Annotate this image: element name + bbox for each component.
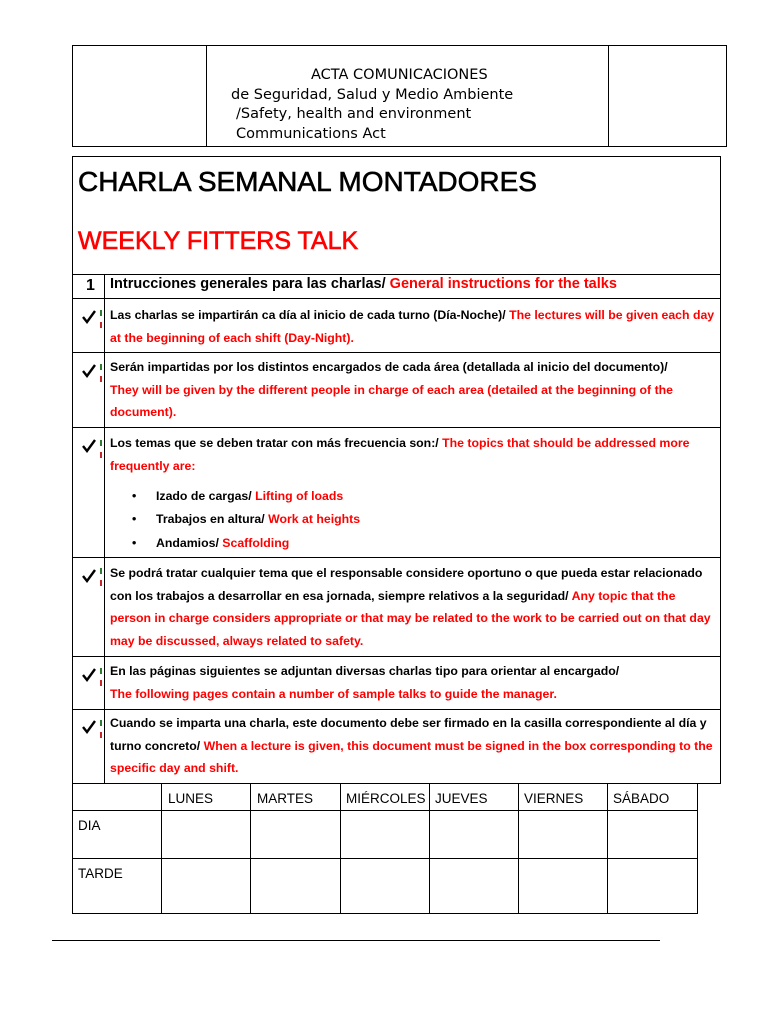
list-item-es: Trabajos en altura/ [156, 512, 265, 527]
header-logo-cell [72, 45, 207, 147]
signature-box[interactable] [519, 859, 607, 913]
section-title-en: General instructions for the talks [389, 276, 617, 292]
list-item [132, 532, 360, 555]
signature-box[interactable] [341, 811, 429, 858]
header-text [225, 66, 605, 144]
signature-box[interactable] [430, 811, 518, 858]
section-title-es: Intrucciones generales para las charlas/ [110, 276, 386, 292]
table-row-line [72, 913, 698, 914]
signature-box[interactable] [608, 811, 697, 858]
topic-list [132, 485, 360, 555]
checkmark-icon [80, 567, 98, 585]
signature-box[interactable] [608, 859, 697, 913]
list-item-es: Andamios/ [156, 535, 219, 550]
day-header-monday: LUNES [168, 791, 214, 806]
header-line-2: de Seguridad, Salud y Medio Ambiente [231, 86, 514, 103]
checkmark-icon [80, 362, 98, 380]
day-header-friday: VIERNES [524, 791, 584, 806]
item-text-en: They will be given by the different people in charge of each area (detailed at the beginning of the document). [110, 382, 674, 420]
list-item-en: Scaffolding [222, 535, 290, 550]
header-right-cell [608, 45, 727, 147]
item-text-es: Serán impartidas por los distintos encargados de cada área (detallada al inicio del documento)/ [110, 360, 668, 374]
bullet: • [132, 535, 137, 550]
table-col-line [697, 784, 698, 914]
list-item-en: Lifting of loads [255, 489, 344, 503]
table-col-line [72, 784, 73, 914]
section-title [110, 276, 617, 292]
divider [72, 352, 721, 353]
instruction-item-5 [110, 660, 715, 705]
item-text-en: When a lecture is given, this document must be signed in the box corresponding to the specific day and shift. [110, 738, 713, 776]
bullet: • [132, 512, 137, 527]
divider [72, 656, 721, 657]
schedule-table [72, 784, 698, 915]
day-header-thursday: JUEVES [435, 791, 488, 806]
margin-marks [100, 300, 103, 780]
signature-box[interactable] [251, 811, 340, 858]
column-divider [104, 274, 105, 784]
list-item-es: Izado de cargas/ [156, 489, 252, 503]
header-line-3: /Safety, health and environment [236, 106, 472, 122]
divider [72, 557, 721, 558]
list-item-en: Work at heights [268, 512, 361, 527]
signature-box[interactable] [519, 811, 607, 858]
item-text-es: En las páginas siguientes se adjuntan diversas charlas tipo para orientar al encargado/ [110, 664, 620, 678]
day-header-tuesday: MARTES [257, 791, 314, 806]
footer-rule [52, 940, 660, 941]
page-title: CHARLA SEMANAL MONTADORES [78, 166, 537, 197]
page-subtitle: WEEKLY FITTERS TALK [78, 227, 359, 255]
row-label-dia: DIA [78, 818, 101, 833]
instruction-item-6 [110, 712, 715, 780]
list-item [132, 485, 360, 508]
signature-box[interactable] [430, 859, 518, 913]
day-header-wednesday: MIÉRCOLES [346, 791, 426, 806]
divider [72, 298, 721, 299]
divider [72, 709, 721, 710]
item-text-es: Se podrá tratar cualquier tema que el responsable considere oportuno o que pueda estar relacionado con los trabajos a desarrollar en esa jornada, siempre relativos a la seguridad/ [110, 566, 703, 603]
divider [72, 274, 721, 275]
item-text-es: Los temas que se deben tratar con más frecuencia son:/ [110, 436, 439, 450]
checkmark-icon [80, 437, 98, 455]
item-text-en: The lectures will be given each day at the beginning of each shift (Day-Night). [110, 308, 715, 345]
row-label-tarde: TARDE [78, 866, 123, 881]
signature-box[interactable] [341, 859, 429, 913]
item-text-en: The following pages contain a number of sample talks to guide the manager. [110, 686, 557, 701]
item-text-es: Cuando se imparta una charla, este documento debe ser firmado en la casilla correspondiente al día y turno concreto/ [110, 716, 707, 753]
bullet: • [132, 489, 137, 503]
instruction-item-2 [110, 356, 715, 424]
item-text-es: Las charlas se impartirán ca día al inicio de cada turno (Día-Noche)/ [110, 308, 506, 322]
day-header-saturday: SÁBADO [613, 791, 670, 806]
header-line-4: Communications Act [236, 125, 386, 142]
instruction-item-4 [110, 562, 715, 653]
header-line-1: ACTA COMUNICACIONES [311, 67, 488, 83]
signature-box[interactable] [251, 859, 340, 913]
section-number: 1 [86, 277, 95, 294]
checkmark-icon [80, 718, 98, 736]
instruction-item-3 [110, 432, 715, 477]
item-text-en: The topics that should be addressed more frequently are: [110, 436, 690, 473]
signature-box[interactable] [162, 811, 250, 858]
divider [72, 427, 721, 428]
checkmark-icon [80, 308, 98, 326]
list-item [132, 508, 360, 531]
checkmark-icon [80, 666, 98, 684]
instruction-item-1 [110, 304, 715, 349]
signature-box[interactable] [162, 859, 250, 913]
item-text-en: Any topic that the person in charge considers appropriate or that may be related to the work to be carried out on that day may be discussed, always related to safety. [110, 588, 711, 649]
